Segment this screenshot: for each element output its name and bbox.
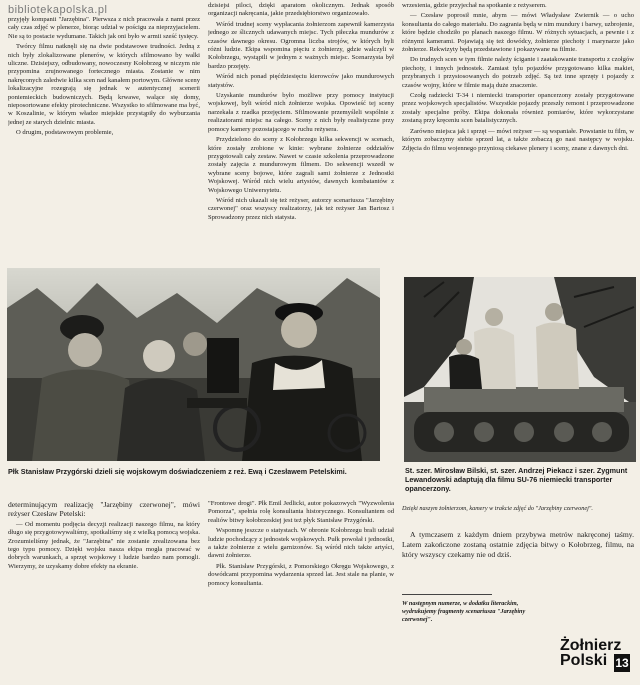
paragraph: Przydzielono do sceny z Kołobrzegu kilka sekwencji w scenach, które zostały zrobione w kinie: wybrane żołnierze oddziałów przygotowali cały zestaw. Nawet w czasie szkolenia przeprowadzone zostały zajęcia z mundurowym filmem. Do sekwencji wszedł w wybrane sceny bojowe, które zagrali sami żołnierze z Jednostki Wojskowej. Wśród nich wielu artystów, dawnych kombatantów z Wojskowego Uniwersytetu.	[208, 136, 394, 194]
divider	[402, 594, 492, 595]
logo-line-2: Polski	[560, 652, 608, 669]
bottom-right-column	[402, 530, 634, 588]
page-number: 13	[615, 656, 629, 670]
top-middle-column	[208, 2, 394, 260]
paragraph: — Czesław poprosił mnie, abym — mówi Władysław Zwiernik — o ucho konsultanta do całego materiału. Do zagrania będą w nim mundury i barwy, uzbrojenie, które będzie chodziło po planach naszego filmu. W różnych sytuacjach, a pewnie i z różnymi kamerami. Pojawiają się też dowódcy, żołnierze piechoty i marynarze jako żołnierze. Rekwizyty będą przedstawione i pokazywane na filmie.	[402, 12, 634, 54]
paragraph: Do trudnych scen w tym filmie należy ściganie i zaatakowanie transportu z czołgów piechoty, i innych jednostek. Zamiast tylu pojazdów przygotowano kilka makiet, przybranych i przystosowanych do potrzeb zdjęć. Są też inne sprzęty i pojazdy z czasów wojny, które w filmie mają duże znaczenie.	[402, 56, 634, 89]
paragraph: Wśród nich ukazali się też reżyser, autorzy scenariusza "Jarzębiny czerwonej" oraz wszyscy realizatorzy, jak też reżyser Jan Bartosz i Sprowadzony przez nich statysta.	[208, 196, 394, 221]
bottom-left-column	[8, 500, 200, 630]
paragraph: O drugim, podstawowym problemie,	[16, 129, 114, 137]
paragraph: Twórcy filmu natknęli się na dwie podstawowe trudności. Jedną z nich były zlokalizowane plenerów, w których sfilmowano by walki uliczne. Dzisiejszy, odbudowany, nowoczesny Kołobrzeg w niczym nie przypomina zrujnowanego fortecznego miasta. Zostanie w nim nakręconych zaledwie kilka scen nad kanałem portowym. Główne sceny lokalizacyjne rozegrają się jednak w autentycznej scenerii poniemieckich budowniczych. Będą krwawe, walące się domy, nieposortowane efekty pirotechniczne. Wszystko to sfilmowane ma być, w Koszalinie, w którym władze miejskie przystąpiły do wyburzania jednej ze starych dzielnic miasta.	[8, 43, 200, 126]
paragraph: wrzesienia, gdzie przyjechał na spotkanie z reżyserem.	[402, 2, 547, 9]
paragraph: Płk. Stanisław Przygórski, z Pomorskiego Okręgu Wojskowego, z dowódcami przypomina wydarzenia sprzed lat. Jest stale na planie, w pomocy konsultanta.	[208, 562, 394, 587]
paragraph: Wspomnę jeszcze o statystach. W obronie Kołobrzegu brali udział ludzie pochodzący z jednostek wojskowych. Pułk powołał i jednostki, a także żołnierze z wielu garnizonów. Są wśród nich także artyści, dawni żołnierze.	[208, 527, 394, 560]
paragraph: dzisiejsi piloci, dzięki aparatom okolicznym. Jednak sposób organizacji nakręcania, jakie przedsiębiorstwo organizowało.	[208, 2, 394, 18]
bottom-middle-column	[208, 500, 394, 632]
next-issue-note: W następnym numerze, w dodatku literackim, wydrukujemy fragmenty scenariusza "Jarzębiny czerwonej".	[402, 600, 526, 623]
top-left-column	[8, 2, 200, 274]
paragraph: Zarówno miejsca jak i sprzęt — mówi reżyser — są wspaniałe. Powstanie tu film, w którym zobaczymy siebie sprzed lat, a także zobaczą go nasi następcy w wojsku. Zdjęcia do filmu wojennego przyniosą ciekawe plenery i sceny, znane z dawnych dni.	[402, 127, 634, 152]
photo-tank-soldiers	[404, 277, 636, 462]
photo-image	[404, 277, 636, 462]
paragraph: — Od momentu podjęcia decyzji realizacji naszego filmu, na który długo się przygotowywaliśmy, spotkaliśmy się z wielką pomocą wojska. Zrozumieliśmy jednak, że "Jarzębina" nie zostanie zrealizowana bez tego typu pomocy. Dzięki wojsku nasza ekipa mogła pracować w dobrych warunkach, a sprzęt wojskowy i ludzie bardzo nam pomogli. Wierzymy, że uzyskamy dobre efekty na ekranie.	[8, 520, 200, 570]
magazine-logo	[560, 638, 621, 668]
paragraph: Wśród nich ponad pięćdziesięciu kierowców jako mundurowych statystów.	[208, 73, 394, 89]
top-right-column	[402, 2, 634, 270]
photo-right-caption: St. szer. Mirosław Bilski, st. szer. Andrzej Piekacz i szer. Zygmunt Lewandowski adaptują dla filmu SU-76 niemiecki transporter opancerzony.	[405, 466, 628, 493]
logo-line-1: Żołnierz	[560, 637, 622, 654]
photo-group-filmmakers	[7, 268, 380, 461]
photo-footnote: Dzięki naszym żołnierzom, kamery w trakcie zdjęć do "Jarzębiny czerwonej".	[402, 505, 593, 512]
source-watermark: bibliotekapolska.pl	[8, 4, 108, 16]
paragraph: "Frontowe drogi". Płk Emil Jedlicki, autor pokazowych "Wyzwolenia Pomorza", spełnia rolę konsultanta historycznego. Konsultantem od realiów bitwy kołobrzeskiej jest też płyk Stanisław Przygórski.	[208, 500, 394, 524]
paragraph: przyjęły kompanii "Jarzębina". Pierwsza z nich pracowała z nami przez cały czas zdjęć w plenerze, biorąc udział w pościgu za nieprzyjacielem. Nie są to postacie wydumane. Takich jak oni było w armii sześć tysięcy.	[8, 16, 200, 40]
lead-paragraph: determinującym realizację "Jarzębiny czerwonej", mówi reżyser Czesław Petelski:	[8, 500, 200, 519]
paragraph: Czołg radziecki T-34 i niemiecki transporter opancerzony zostały przygotowane przez wojskowych specjalistów. Wszystkie pojazdy przeszły remont i przeprowadzone zostały specjalne próby. Ekipa dokonała również pomiarów, które wykorzystane zostaną przy kręceniu scen batalistycznych.	[402, 92, 634, 125]
paragraph: A tymczasem z każdym dniem przybywa metrów nakręconej taśmy. Latem zakończone zostaną ostatnie zdjęcia bitwy o Kołobrzeg, filmu, na który wszyscy czekamy nie od dziś.	[402, 530, 634, 559]
paragraph: Uzyskanie mundurów było możliwe przy pomocy instytucji wojskowej, byli wśród nich żołnierze wojska. Opowieść tej sceny narzekała z rzadka przejęciem. Sfilmowanie przemyśleli wspólnie z realizatorami miejsc na całego. Sceny z nich były realistyczne przy pomocy kamery pozostającego w ruchu reżysera.	[208, 92, 394, 133]
photo-left-caption: Płk Stanisław Przygórski dzieli się wojskowym doświadczeniem z reż. Ewą i Czesławem Petelskimi.	[8, 467, 347, 476]
paragraph: Wśród trudnej sceny wypłacania żołnierzom zapewnił kamerzysta jednego ze ślicznych udawanych miejsc. Tych piłeczka mundurów z czasów dawnego okresu. Ogromna liczba strojów, w których byli różni ludzie. Ekipa wspomina pięciu z żołnierzy, gdzie walczyli w Kołobrzegu, wystąpili w jednym z ważnych miejsc. Scenarzysta był bardzo przejęty.	[208, 20, 394, 70]
photo-image	[7, 268, 380, 461]
